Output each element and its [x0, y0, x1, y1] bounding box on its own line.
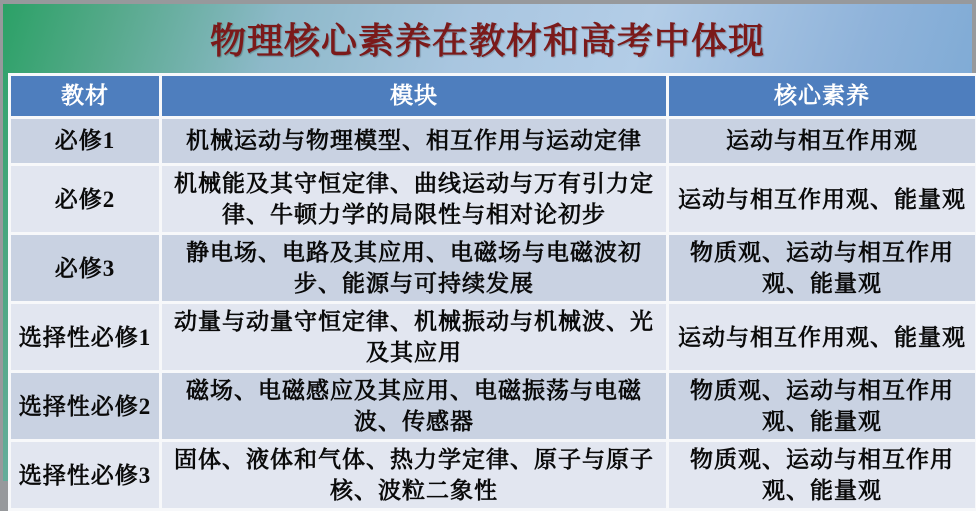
module-cell: 机械能及其守恒定律、曲线运动与万有引力定律、牛顿力学的局限性与相对论初步 — [162, 166, 666, 232]
table-row — [11, 235, 975, 301]
textbook-cell: 必修1 — [11, 119, 159, 163]
page-title: 物理核心素养在教材和高考中体现 — [209, 20, 765, 61]
title-bar — [3, 4, 972, 72]
competency-cell: 运动与相互作用观 — [669, 119, 975, 163]
textbook-cell: 选择性必修3 — [11, 442, 159, 508]
competency-cell: 运动与相互作用观、能量观 — [669, 166, 975, 232]
competency-cell: 物质观、运动与相互作用观、能量观 — [669, 373, 975, 439]
module-cell: 静电场、电路及其应用、电磁场与电磁波初步、能源与可持续发展 — [162, 235, 666, 301]
competency-cell: 物质观、运动与相互作用观、能量观 — [669, 235, 975, 301]
table-row — [11, 373, 975, 439]
module-cell: 机械运动与物理模型、相互作用与运动定律 — [162, 119, 666, 163]
table-header-row — [11, 76, 975, 116]
competency-table — [8, 73, 976, 511]
module-cell: 固体、液体和气体、热力学定律、原子与原子核、波粒二象性 — [162, 442, 666, 508]
competency-cell: 物质观、运动与相互作用观、能量观 — [669, 442, 975, 508]
textbook-cell: 选择性必修2 — [11, 373, 159, 439]
module-cell: 动量与动量守恒定律、机械振动与机械波、光及其应用 — [162, 304, 666, 370]
header-competency: 核心素养 — [669, 76, 975, 116]
textbook-cell: 必修2 — [11, 166, 159, 232]
textbook-cell: 选择性必修1 — [11, 304, 159, 370]
competency-cell: 运动与相互作用观、能量观 — [669, 304, 975, 370]
competency-table-container — [8, 73, 969, 511]
header-module: 模块 — [162, 76, 666, 116]
table-row — [11, 442, 975, 508]
header-textbook: 教材 — [11, 76, 159, 116]
slide-background — [3, 4, 972, 504]
textbook-cell: 必修3 — [11, 235, 159, 301]
table-row — [11, 166, 975, 232]
module-cell: 磁场、电磁感应及其应用、电磁振荡与电磁波、传感器 — [162, 373, 666, 439]
table-row — [11, 304, 975, 370]
table-row — [11, 119, 975, 163]
